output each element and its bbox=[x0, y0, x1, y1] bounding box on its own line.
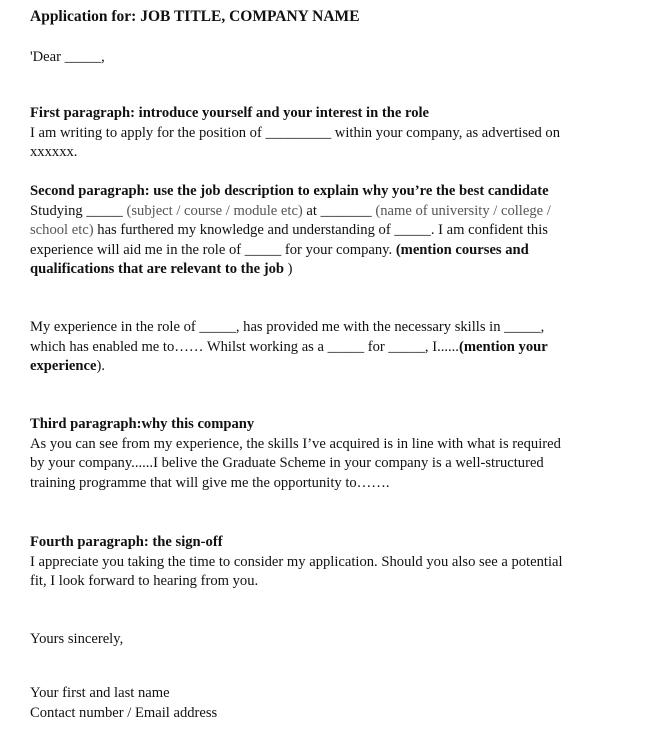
salutation bbox=[30, 48, 650, 68]
second-paragraph-heading: Second paragraph: use the job description to explain why you’re the best candidate bbox=[30, 183, 549, 199]
hint-text: (name of university / college / bbox=[375, 202, 551, 219]
second-paragraph-line bbox=[30, 221, 650, 241]
fourth-paragraph bbox=[30, 533, 650, 592]
third-paragraph-line: training programme that will give me the opportunity to……. bbox=[30, 474, 390, 491]
signature-block bbox=[30, 684, 650, 723]
text-run: at _______ bbox=[302, 202, 376, 219]
text-run: ) bbox=[284, 261, 293, 277]
second-paragraph-line bbox=[30, 202, 650, 222]
experience-line: My experience in the role of _____, has provided me with the necessary skills in _____, bbox=[30, 319, 545, 335]
text-run: ). bbox=[96, 358, 105, 374]
instruction-text: experience bbox=[30, 358, 97, 374]
third-paragraph-line: by your company......I belive the Graduate Scheme in your company is a well-structured bbox=[30, 455, 544, 471]
salutation-text: 'Dear _____, bbox=[30, 49, 105, 65]
fourth-paragraph-heading: Fourth paragraph: the sign-off bbox=[30, 534, 223, 550]
experience-paragraph bbox=[30, 318, 650, 377]
experience-line bbox=[30, 338, 650, 358]
first-paragraph-line: xxxxxx. bbox=[30, 144, 78, 160]
experience-line bbox=[30, 357, 650, 377]
closing bbox=[30, 630, 650, 650]
text-run: experience will aid me in the role of _____ for your company. bbox=[30, 241, 396, 258]
fourth-paragraph-line: I appreciate you taking the time to consider my application. Should you also see a potential bbox=[30, 553, 563, 570]
fourth-paragraph-line: fit, I look forward to hearing from you. bbox=[30, 573, 259, 589]
closing-text: Yours sincerely, bbox=[30, 631, 124, 647]
first-paragraph-line: I am writing to apply for the position of _________ within your company, as advertised on bbox=[30, 124, 561, 141]
instruction-text: (mention courses and bbox=[395, 241, 529, 258]
text-run: which has enabled me to…… Whilst working as a _____ for _____, I...... bbox=[30, 338, 459, 355]
signature-name: Your first and last name bbox=[30, 685, 170, 701]
third-paragraph-line: As you can see from my experience, the skills I’ve acquired is in line with what is required bbox=[30, 435, 561, 452]
text-run: Studying _____ bbox=[30, 202, 127, 219]
second-paragraph-line bbox=[30, 260, 650, 280]
second-paragraph bbox=[30, 182, 650, 280]
first-paragraph-heading: First paragraph: introduce yourself and your interest in the role bbox=[30, 105, 430, 121]
third-paragraph bbox=[30, 415, 650, 493]
third-paragraph-heading: Third paragraph:why this company bbox=[30, 416, 255, 432]
document-title: Application for: JOB TITLE, COMPANY NAME bbox=[30, 8, 360, 25]
text-run: has furthered my knowledge and understanding of _____. I am confident this bbox=[93, 222, 548, 238]
second-paragraph-line bbox=[30, 241, 650, 261]
hint-text: (subject / course / module etc) bbox=[126, 202, 303, 219]
first-paragraph bbox=[30, 104, 650, 163]
instruction-text: qualifications that are relevant to the job bbox=[30, 261, 285, 277]
hint-text: school etc) bbox=[30, 222, 94, 238]
instruction-text: (mention your bbox=[458, 338, 548, 355]
signature-contact: Contact number / Email address bbox=[30, 704, 218, 721]
